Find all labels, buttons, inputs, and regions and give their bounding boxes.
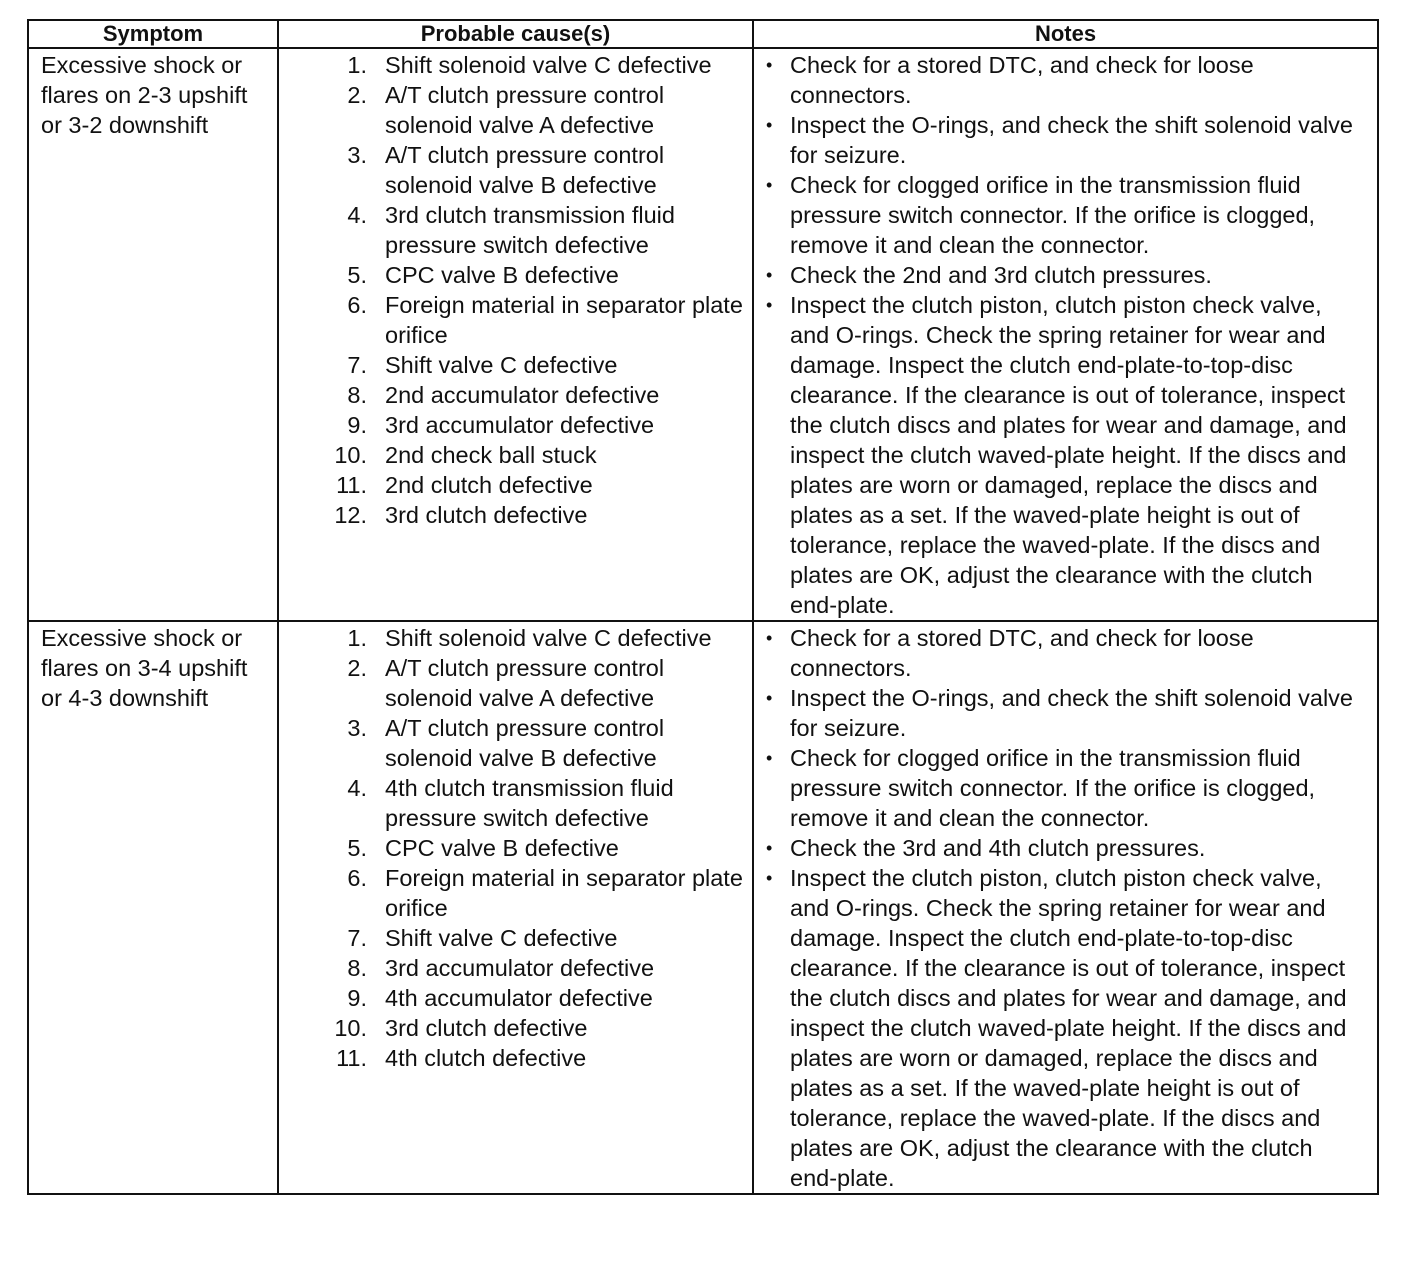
cause-text: A/T clutch pressure control solenoid valve B defective [385,715,665,771]
cause-number: 3. [347,715,367,741]
cause-item [297,773,744,833]
note-text: Check the 3rd and 4th clutch pressures. [790,835,1206,861]
note-item [766,260,1363,290]
probable-causes-list [297,50,744,530]
note-item [766,863,1363,1193]
bullet-icon: • [766,628,773,648]
cause-item [297,260,744,290]
probable-causes-cell [278,621,753,1194]
cause-item [297,833,744,863]
table-header-row [28,20,1378,48]
cause-number: 6. [347,292,367,318]
cause-number: 10. [334,442,367,468]
header-probable-causes: Probable cause(s) [278,20,753,48]
cause-text: Shift valve C defective [385,925,618,951]
cause-number: 4. [347,775,367,801]
cause-item [297,713,744,773]
cause-number: 3. [347,142,367,168]
cause-text: 4th accumulator defective [385,985,653,1011]
cause-item [297,440,744,470]
probable-causes-cell [278,48,753,621]
note-text: Check for clogged orifice in the transmission fluid pressure switch connector. If the orifice is clogged, remove it and clean the connector. [790,172,1316,258]
cause-text: A/T clutch pressure control solenoid valve A defective [385,655,665,711]
symptom-cell: Excessive shock or flares on 2-3 upshift or 3-2 downshift [28,48,278,621]
notes-cell [753,48,1378,621]
symptom-cell: Excessive shock or flares on 3-4 upshift or 4-3 downshift [28,621,278,1194]
note-item [766,833,1363,863]
cause-number: 5. [347,262,367,288]
cause-text: 3rd clutch defective [385,1015,588,1041]
bullet-icon: • [766,295,773,315]
cause-text: Shift solenoid valve C defective [385,52,712,78]
cause-number: 12. [334,502,367,528]
cause-number: 1. [347,625,367,651]
note-item [766,170,1363,260]
cause-item [297,410,744,440]
note-item [766,50,1363,110]
header-notes: Notes [753,20,1378,48]
note-text: Check for clogged orifice in the transmission fluid pressure switch connector. If the orifice is clogged, remove it and clean the connector. [790,745,1316,831]
note-item [766,110,1363,170]
note-text: Check for a stored DTC, and check for loose connectors. [790,52,1254,108]
cause-number: 8. [347,955,367,981]
cause-text: Foreign material in separator plate orifice [385,292,743,348]
cause-number: 9. [347,985,367,1011]
table-row [28,621,1378,1194]
note-text: Inspect the clutch piston, clutch piston check valve, and O-rings. Check the spring retainer for wear and damage. Inspect the clutch end-plate-to-top-disc clearance. If the clearance is out of tolerance, inspect the clutch discs and plates for wear and damage, and inspect the clutch waved-plate height. If the discs and plates are worn or damaged, replace the discs and plates as a set. If the waved-plate height is out of tolerance, replace the waved-plate. If the discs and plates are OK, adjust the clearance with the clutch end-plate. [790,865,1347,1191]
cause-text: CPC valve B defective [385,835,619,861]
note-text: Check for a stored DTC, and check for loose connectors. [790,625,1254,681]
bullet-icon: • [766,748,773,768]
cause-item [297,50,744,80]
note-text: Inspect the clutch piston, clutch piston check valve, and O-rings. Check the spring retainer for wear and damage. Inspect the clutch end-plate-to-top-disc clearance. If the clearance is out of tolerance, inspect the clutch discs and plates for wear and damage, and inspect the clutch waved-plate height. If the discs and plates are worn or damaged, replace the discs and plates as a set. If the waved-plate height is out of tolerance, replace the waved-plate. If the discs and plates are OK, adjust the clearance with the clutch end-plate. [790,292,1347,618]
cause-item [297,500,744,530]
cause-item [297,290,744,350]
cause-text: 3rd accumulator defective [385,955,655,981]
cause-number: 11. [336,472,367,498]
cause-item [297,863,744,923]
cause-item [297,1043,744,1073]
cause-text: 2nd accumulator defective [385,382,660,408]
cause-item [297,140,744,200]
notes-cell [753,621,1378,1194]
note-text: Inspect the O-rings, and check the shift solenoid valve for seizure. [790,685,1354,741]
cause-text: 4th clutch defective [385,1045,587,1071]
cause-item [297,623,744,653]
note-text: Check the 2nd and 3rd clutch pressures. [790,262,1212,288]
cause-item [297,923,744,953]
cause-text: 3rd clutch defective [385,502,588,528]
cause-text: 4th clutch transmission fluid pressure switch defective [385,775,674,831]
cause-number: 7. [347,925,367,951]
cause-number: 10. [334,1015,367,1041]
cause-text: 2nd clutch defective [385,472,593,498]
probable-causes-list [297,623,744,1073]
cause-text: 3rd clutch transmission fluid pressure switch defective [385,202,675,258]
note-item [766,290,1363,620]
bullet-icon: • [766,868,773,888]
cause-item [297,80,744,140]
note-text: Inspect the O-rings, and check the shift solenoid valve for seizure. [790,112,1354,168]
cause-item [297,983,744,1013]
cause-text: Foreign material in separator plate orifice [385,865,743,921]
cause-number: 8. [347,382,367,408]
notes-list [766,50,1363,620]
cause-item [297,653,744,713]
note-item [766,623,1363,683]
table-row [28,48,1378,621]
cause-text: CPC valve B defective [385,262,619,288]
note-item [766,743,1363,833]
cause-number: 7. [347,352,367,378]
cause-item [297,470,744,500]
cause-number: 1. [347,52,367,78]
bullet-icon: • [766,175,773,195]
troubleshooting-table [27,19,1379,1195]
cause-number: 2. [347,655,367,681]
cause-number: 9. [347,412,367,438]
bullet-icon: • [766,115,773,135]
cause-item [297,1013,744,1043]
cause-number: 11. [336,1045,367,1071]
bullet-icon: • [766,838,773,858]
cause-text: 2nd check ball stuck [385,442,597,468]
note-item [766,683,1363,743]
cause-number: 6. [347,865,367,891]
cause-item [297,953,744,983]
cause-number: 4. [347,202,367,228]
cause-text: 3rd accumulator defective [385,412,655,438]
bullet-icon: • [766,688,773,708]
troubleshooting-page [27,19,1377,1195]
cause-item [297,200,744,260]
bullet-icon: • [766,55,773,75]
cause-number: 2. [347,82,367,108]
table-body [28,48,1378,1194]
cause-item [297,350,744,380]
notes-list [766,623,1363,1193]
cause-text: A/T clutch pressure control solenoid valve A defective [385,82,665,138]
cause-text: Shift solenoid valve C defective [385,625,712,651]
bullet-icon: • [766,265,773,285]
header-symptom: Symptom [28,20,278,48]
cause-number: 5. [347,835,367,861]
cause-text: Shift valve C defective [385,352,618,378]
cause-text: A/T clutch pressure control solenoid valve B defective [385,142,665,198]
cause-item [297,380,744,410]
